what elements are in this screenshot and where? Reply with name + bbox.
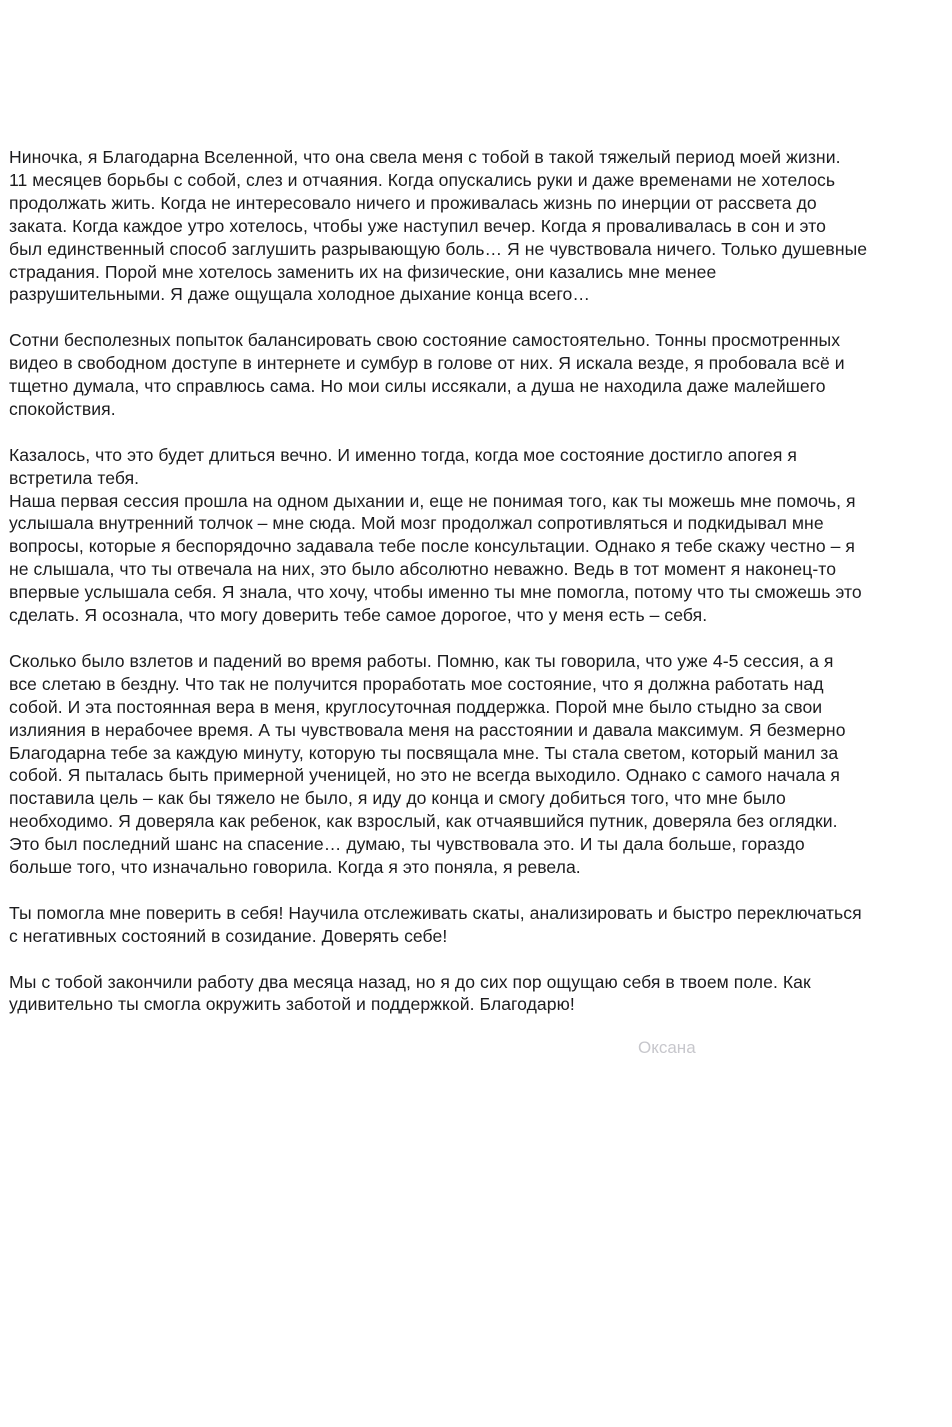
testimonial-post — [9, 146, 951, 1039]
paragraph-5 — [9, 650, 951, 879]
text-line: Мы с тобой закончили работу два месяца назад, но я до сих пор ощущаю себя в твоем поле. Как — [9, 971, 811, 992]
paragraph-3 — [9, 444, 951, 490]
paragraph-6 — [9, 902, 951, 948]
text-line: Сотни бесполезных попыток балансировать свою состояние самостоятельно. Тонны просмотренных — [9, 330, 841, 351]
text-line: 11 месяцев борьбы с собой, слез и отчаяния. Когда опускались руки и даже временами не хотелось — [9, 169, 836, 190]
text-line: необходимо. Я доверяла как ребенок, как взрослый, как отчаявшийся путник, доверяла без оглядки. — [9, 811, 838, 832]
text-line: вопросы, которые я беспорядочно задавала тебе после консультации. Однако я тебе скажу честно – я — [9, 536, 856, 557]
text-line: удивительно ты смогла окружить заботой и поддержкой. Благодарю! — [9, 994, 575, 1015]
text-line: собой. И эта постоянная вера в меня, круглосуточная поддержка. Порой мне было стыдно за свои — [9, 696, 823, 717]
text-line: продолжать жить. Когда не интересовало ничего и проживалась жизнь по инерции от рассвета до — [9, 192, 817, 213]
text-line: все слетаю в бездну. Что так не получится проработать мое состояние, что я должна работать над — [9, 673, 824, 694]
text-line: спокойствия. — [9, 398, 116, 419]
text-line: Благодарна тебе за каждую минуту, которую ты посвящала мне. Ты стала светом, который манил за — [9, 742, 839, 763]
text-line: больше того, что изначально говорила. Когда я это поняла, я ревела. — [9, 857, 581, 878]
text-line: услышала внутренний толчок – мне сюда. Мой мозг продолжал сопротивляться и подкидывал мне — [9, 513, 824, 534]
paragraph-1 — [9, 146, 951, 306]
paragraph-7 — [9, 971, 951, 1017]
text-line: заката. Когда каждое утро хотелось, чтобы уже наступил вечер. Когда я проваливалась в сон и это — [9, 215, 826, 236]
cropped-signature-text: Оксана — [638, 1038, 696, 1057]
text-line: видео в свободном доступе в интернете и сумбур в голове от них. Я искала везде, я пробовала всё и — [9, 353, 845, 374]
cropped-signature — [638, 1034, 696, 1057]
text-line: разрушительными. Я даже ощущала холодное дыхание конца всего… — [9, 284, 591, 305]
text-line: Это был последний шанс на спасение… думаю, ты чувствовала это. И ты дала больше, гораздо — [9, 834, 805, 855]
text-line: Наша первая сессия прошла на одном дыхании и, еще не понимая того, как ты можешь мне помочь, я — [9, 490, 856, 511]
text-line: был единственный способ заглушить разрывающую боль… Я не чувствовала ничего. Только душевные — [9, 238, 868, 259]
text-line: Ты помогла мне поверить в себя! Научила отслеживать скаты, анализировать и быстро переключаться — [9, 902, 862, 923]
text-line: с негативных состояний в созидание. Доверять себе! — [9, 925, 448, 946]
text-line: излияния в нерабочее время. А ты чувствовала меня на расстоянии и давала максимум. Я безмерно — [9, 719, 846, 740]
paragraph-2 — [9, 329, 951, 421]
text-line: встретила тебя. — [9, 467, 140, 488]
text-line: Ниночка, я Благодарна Вселенной, что она свела меня с тобой в такой тяжелый период моей жизни. — [9, 147, 841, 167]
text-line: страдания. Порой мне хотелось заменить их на физические, они казались мне менее — [9, 261, 717, 282]
text-line: поставила цель – как бы тяжело не было, я иду до конца и смогу добиться того, что мне было — [9, 788, 786, 809]
text-line: собой. Я пыталась быть примерной ученицей, но это не всегда выходило. Однако с самого начала я — [9, 765, 840, 786]
text-line: Казалось, что это будет длиться вечно. И именно тогда, когда мое состояние достигло апогея я — [9, 444, 797, 465]
text-line: впервые услышала себя. Я знала, что хочу, чтобы именно ты мне помогла, потому что ты сможешь это — [9, 582, 862, 603]
paragraph-4 — [9, 490, 951, 627]
text-line: не слышала, что ты отвечала на них, это было абсолютно неважно. Ведь в тот момент я наконец-то — [9, 559, 837, 580]
text-line: тщетно думала, что справлюсь сама. Но мои силы иссякали, а душа не находила даже малейшего — [9, 376, 826, 397]
text-line: Сколько было взлетов и падений во время работы. Помню, как ты говорила, что уже 4-5 сессия, а я — [9, 650, 834, 671]
text-line: сделать. Я осознала, что могу доверить тебе самое дорогое, что у меня есть – себя. — [9, 605, 708, 626]
